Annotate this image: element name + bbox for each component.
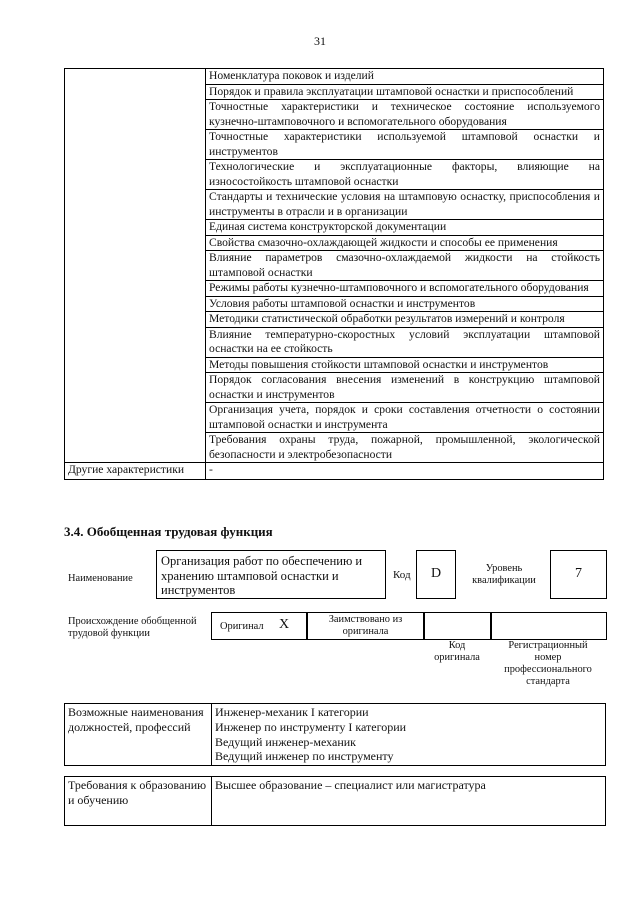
code-value-box	[416, 550, 456, 599]
code-original-caption: Код оригинала	[434, 640, 480, 663]
borrowed-label: Заимствовано из оригинала	[328, 614, 403, 637]
knowledge-item: Технологические и эксплуатационные факторы, влияющие на износостойкость штамповой оснастки	[206, 160, 604, 190]
knowledge-item: Точностные характеристики и техническое состояние используемого кузнечно-штамповочного и вспомогательного оборудования	[206, 100, 604, 130]
knowledge-item: Методики статистической обработки результатов измерений и контроля	[206, 312, 604, 328]
origin-label: Происхождение обобщенной трудовой функции	[68, 616, 197, 639]
section-title: 3.4. Обобщенная трудовая функция	[64, 524, 273, 539]
level-label: Уровень квалификации	[472, 563, 536, 586]
education-table	[64, 776, 606, 826]
education-value: Высшее образование – специалист или магистратура	[212, 777, 606, 826]
code-original-box	[423, 612, 492, 640]
knowledge-item: Организация учета, порядок и сроки составления отчетности о состоянии штамповой оснастки и инструмента	[206, 403, 604, 433]
knowledge-item: Номенклатура поковок и изделий	[206, 69, 604, 85]
knowledge-item: Свойства смазочно-охлаждающей жидкости и способы ее применения	[206, 235, 604, 251]
knowledge-row	[65, 69, 604, 85]
education-label: Требования к образованию и обучению	[65, 777, 212, 826]
reg-number-box	[490, 612, 607, 640]
original-box	[211, 612, 308, 640]
other-characteristics-value: -	[206, 463, 604, 480]
name-value: Организация работ по обеспечению и хранению штамповой оснастки и инструментов	[161, 554, 363, 597]
knowledge-item: Методы повышения стойкости штамповой оснастки и инструментов	[206, 357, 604, 373]
original-mark: X	[279, 617, 290, 632]
other-characteristics-row	[65, 463, 604, 480]
knowledge-label-cell	[65, 69, 206, 463]
knowledge-item: Порядок и правила эксплуатации штамповой оснастки и приспособлений	[206, 84, 604, 100]
positions-label: Возможные наименования должностей, профессий	[65, 704, 212, 766]
position-item: Ведущий инженер-механик	[215, 734, 357, 749]
position-item: Инженер-механик I категории	[215, 705, 369, 719]
positions-list	[212, 704, 606, 766]
positions-table	[64, 703, 606, 766]
name-value-box	[156, 550, 386, 599]
knowledge-item: Единая система конструкторской документации	[206, 220, 604, 236]
borrowed-box	[306, 612, 425, 640]
knowledge-table	[64, 68, 604, 480]
knowledge-item: Требования охраны труда, пожарной, промышленной, экологической безопасности и электробезопасности	[206, 433, 604, 463]
code-value: D	[430, 566, 442, 581]
original-label: Оригинал	[220, 621, 264, 632]
code-label: Код	[393, 569, 411, 581]
knowledge-item: Влияние температурно-скоростных условий эксплуатации штамповой оснастки на ее стойкость	[206, 327, 604, 357]
knowledge-item: Режимы работы кузнечно-штамповочного и вспомогательного оборудования	[206, 281, 604, 297]
knowledge-item: Влияние параметров смазочно-охлаждаемой жидкости на стойкость штамповой оснастки	[206, 251, 604, 281]
level-value-box	[550, 550, 607, 599]
knowledge-item: Стандарты и технические условия на штамповую оснастку, приспособления и инструменты в отрасли и в организации	[206, 190, 604, 220]
knowledge-item: Условия работы штамповой оснастки и инструментов	[206, 296, 604, 312]
position-item: Инженер по инструменту I категории	[215, 719, 407, 734]
level-value: 7	[575, 566, 582, 581]
name-label: Наименование	[68, 573, 133, 584]
knowledge-item: Точностные характеристики используемой штамповой оснастки и инструментов	[206, 130, 604, 160]
knowledge-item: Порядок согласования внесения изменений в конструкцию штамповой оснастки и инструментов	[206, 373, 604, 403]
other-characteristics-label: Другие характеристики	[65, 463, 206, 480]
page-number: 31	[314, 34, 326, 48]
position-item: Ведущий инженер по инструменту	[215, 749, 394, 764]
reg-number-caption: Регистрационный номер профессионального стандарта	[504, 640, 592, 687]
